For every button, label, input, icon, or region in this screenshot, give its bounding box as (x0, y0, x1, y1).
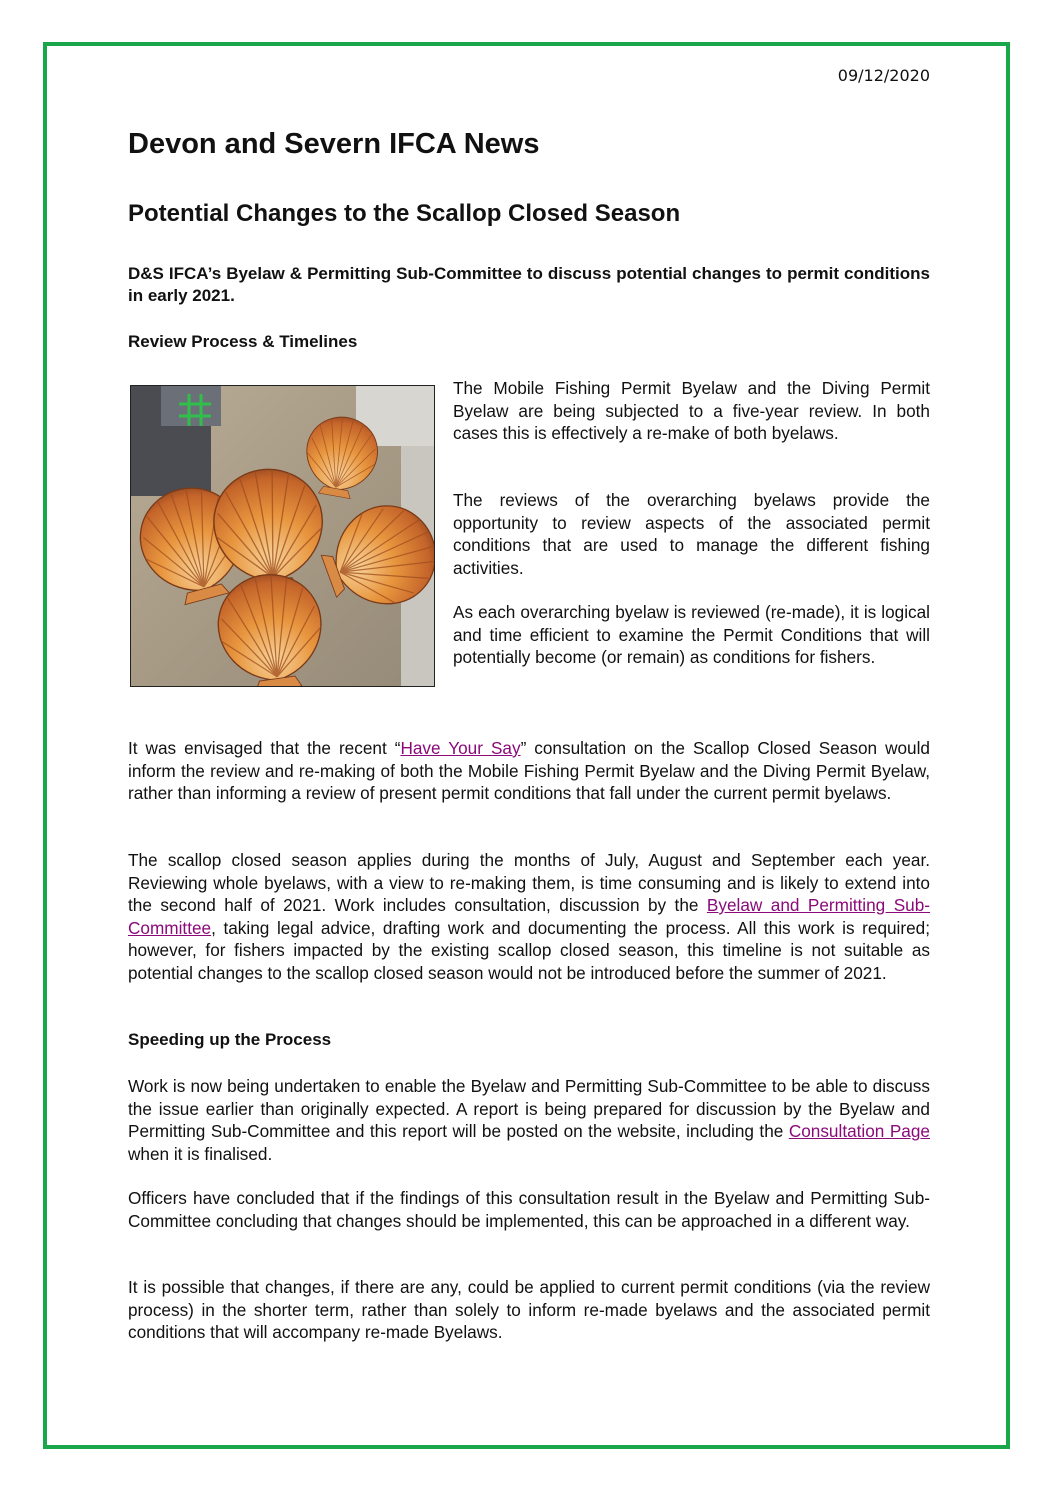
paragraph-review-2: The reviews of the overarching byelaws provide the opportunity to review aspects of the associated permit conditions that are used to manage the different fishing activities. (453, 490, 930, 578)
paragraph-review-3: As each overarching byelaw is reviewed (re-made), it is logical and time efficient to examine the Permit Conditions that will potentially become (or remain) as conditions for fishers. (453, 602, 930, 667)
section-heading-review: Review Process & Timelines (128, 332, 358, 351)
section-heading-speeding: Speeding up the Process (128, 1030, 332, 1049)
consultation-page-link[interactable]: Consultation Page (788, 1121, 930, 1141)
byelaw-subcommittee-link[interactable]: Byelaw and Permitting Sub-Committee (128, 895, 930, 938)
page-title: Devon and Severn IFCA News (128, 128, 540, 160)
paragraph-speeding-3: It is possible that changes, if there are any, could be applied to current permit conditions (via the review process) in the shorter term, rather than solely to inform re-made byelaws and the associated permit conditions that will accompany re-made Byelaws. (128, 1277, 930, 1342)
paragraph-closed-season: The scallop closed season applies during the months of July, August and September each year. Reviewing whole byelaws, with a view to re-making them, is time consuming and is likely to extend into the second half of 2021. Work includes consultation, discussion by the Byelaw and Permitting Sub-Committee, taking legal advice, drafting work and documenting the process. All this work is required; however, for fishers impacted by the existing scallop closed season, this timeline is not suitable as potential changes to the scallop closed season would not be introduced before the summer of 2021. (128, 850, 930, 983)
paragraph-review-1: The Mobile Fishing Permit Byelaw and the Diving Permit Byelaw are being subjected to a five-year review. In both cases this is effectively a re-make of both byelaws. (453, 378, 930, 443)
document-date: 09/12/2020 (837, 66, 930, 85)
paragraph-have-your-say: It was envisaged that the recent “Have Your Say” consultation on the Scallop Closed Season would inform the review and re-making of both the Mobile Fishing Permit Byelaw and the Diving Permit Byelaw, rather than informing a review of present permit conditions that fall under the current permit byelaws. (128, 738, 930, 803)
article-title: Potential Changes to the Scallop Closed Season (128, 200, 681, 227)
paragraph-speeding-1: Work is now being undertaken to enable the Byelaw and Permitting Sub-Committee to be able to discuss the issue earlier than originally expected. A report is being prepared for discussion by the Byelaw and Permitting Sub-Committee and this report will be posted on the website, including the Consultation Page when it is finalised. (128, 1076, 930, 1164)
scallops-photo (130, 385, 435, 687)
lead-paragraph: D&S IFCA’s Byelaw & Permitting Sub-Committee to discuss potential changes to permit conditions in early 2021. (128, 264, 930, 305)
have-your-say-link[interactable]: Have Your Say (400, 738, 521, 758)
paragraph-speeding-2: Officers have concluded that if the findings of this consultation result in the Byelaw and Permitting Sub-Committee concluding that changes should be implemented, this can be approached in a different way. (128, 1188, 930, 1231)
